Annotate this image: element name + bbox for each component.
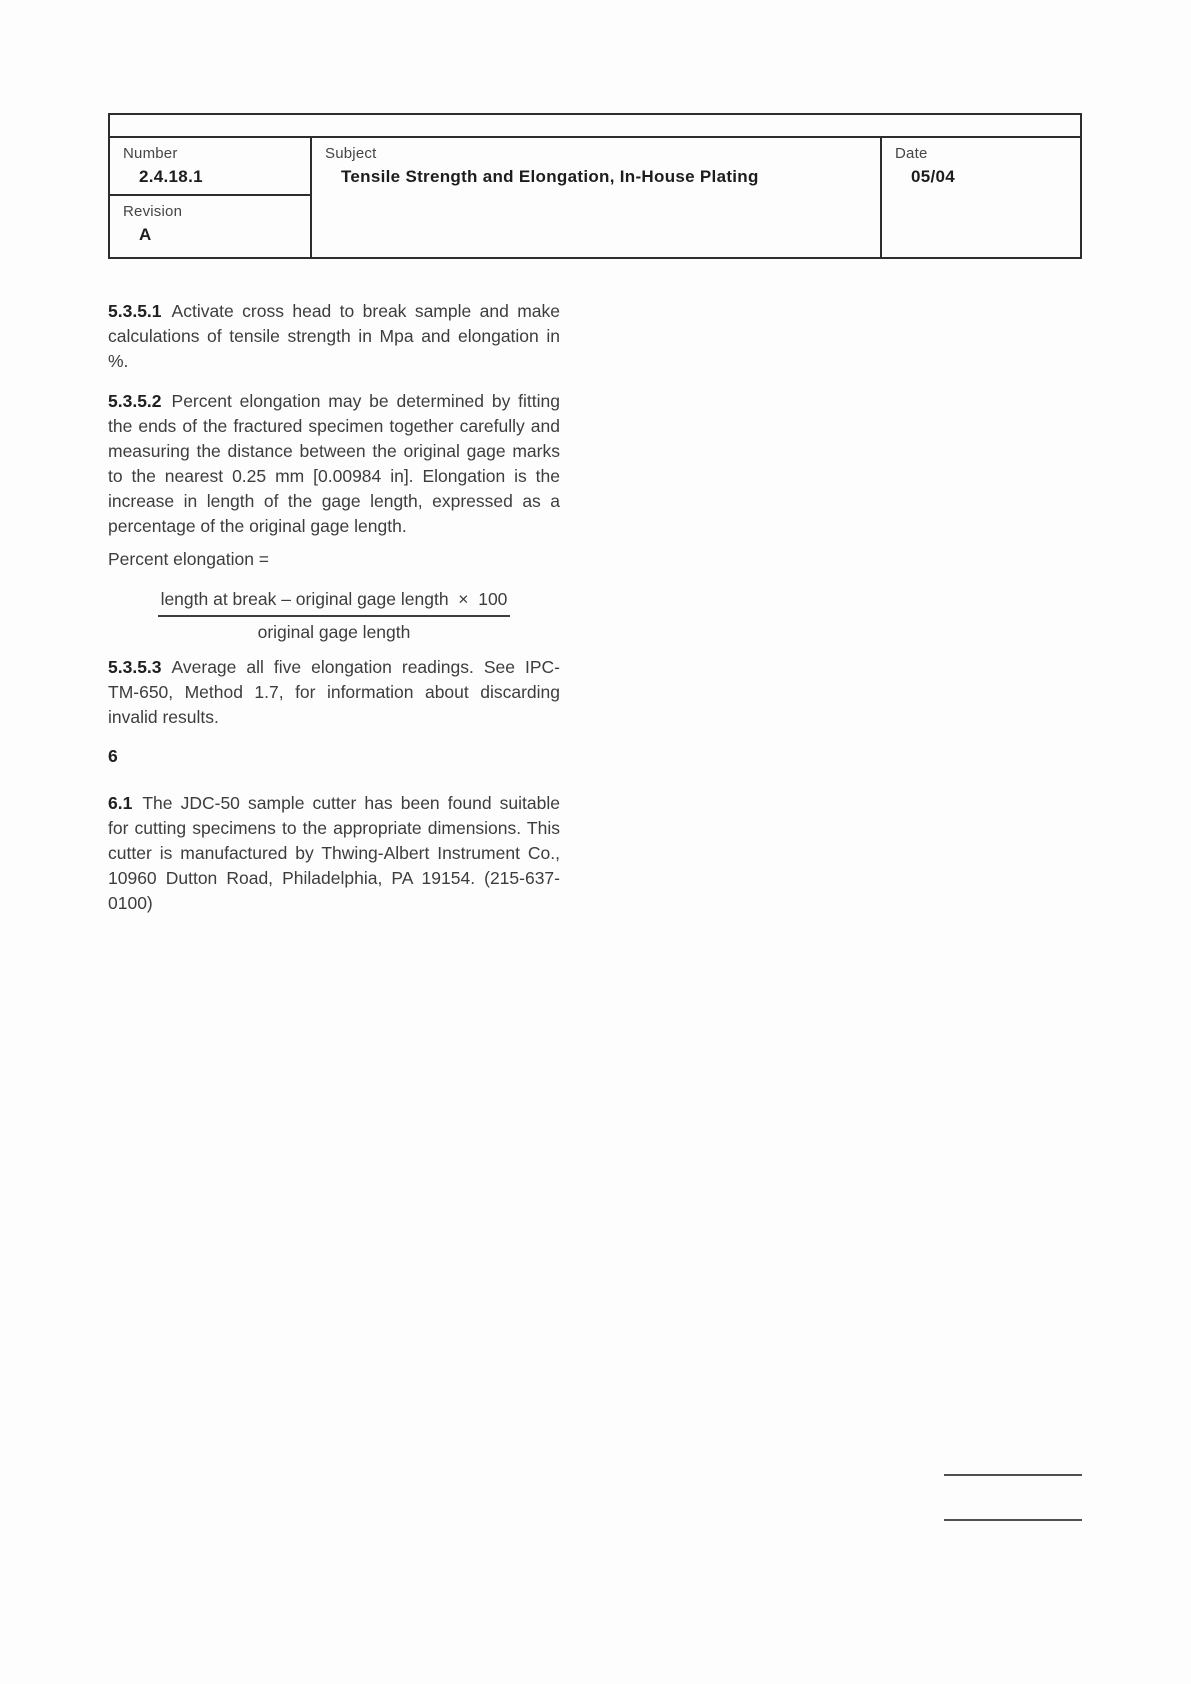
signature-line-2 [944, 1519, 1082, 1521]
section-number: 5.3.5.1 [108, 301, 162, 321]
paragraph-text: Percent elongation may be determined by fitting the ends of the fractured specimen together carefully and measuring the distance between the original gage marks to the nearest 0.25 mm [0.00984 in]. Elongation is the increase in length of the gage length, expressed as a percentage of the original gage length. [108, 391, 560, 536]
header-table [108, 113, 1082, 259]
formula-intro: Percent elongation = [108, 549, 270, 569]
number-value: 2.4.18.1 [139, 167, 203, 186]
header-left-column [110, 138, 312, 257]
section-number: 5.3.5.2 [108, 391, 162, 411]
section-6-heading: 6 [108, 746, 118, 766]
elongation-formula [108, 587, 560, 645]
date-cell [882, 138, 1080, 257]
paragraph-5-3-5-1 [108, 299, 560, 374]
number-label: Number [123, 145, 178, 162]
section-number: 6.1 [108, 793, 133, 813]
revision-cell [110, 196, 310, 257]
subject-label: Subject [325, 145, 377, 162]
body-text-column [108, 299, 560, 916]
paragraph-5-3-5-3 [108, 655, 560, 730]
date-value: 05/04 [911, 167, 956, 186]
signature-line-1 [944, 1474, 1082, 1476]
subject-cell [312, 138, 882, 257]
paragraph-6-1 [108, 791, 560, 916]
revision-value: A [139, 225, 152, 244]
paragraph-text: The JDC-50 sample cutter has been found suitable for cutting specimens to the appropriate dimensions. This cutter is manufactured by Thwing-Albert Instrument Co., 10960 Dutton Road, Philadelphia, PA 19154. (215-637-0100) [108, 793, 560, 913]
section-number: 5.3.5.3 [108, 657, 162, 677]
paragraph-5-3-5-2 [108, 389, 560, 539]
paragraph-text: Activate cross head to break sample and make calculations of tensile strength in Mpa and elongation in %. [108, 301, 560, 371]
header-table-top-strip [110, 115, 1080, 138]
formula-denominator: original gage length [257, 622, 411, 642]
date-label: Date [895, 145, 928, 162]
formula-numerator: length at break – original gage length × 100 [158, 587, 511, 617]
subject-value: Tensile Strength and Elongation, In-House Plating [341, 167, 759, 186]
paragraph-text: Average all five elongation readings. See IPC-TM-650, Method 1.7, for information about discarding invalid results. [108, 657, 560, 727]
revision-label: Revision [123, 203, 183, 220]
number-cell [110, 138, 310, 196]
